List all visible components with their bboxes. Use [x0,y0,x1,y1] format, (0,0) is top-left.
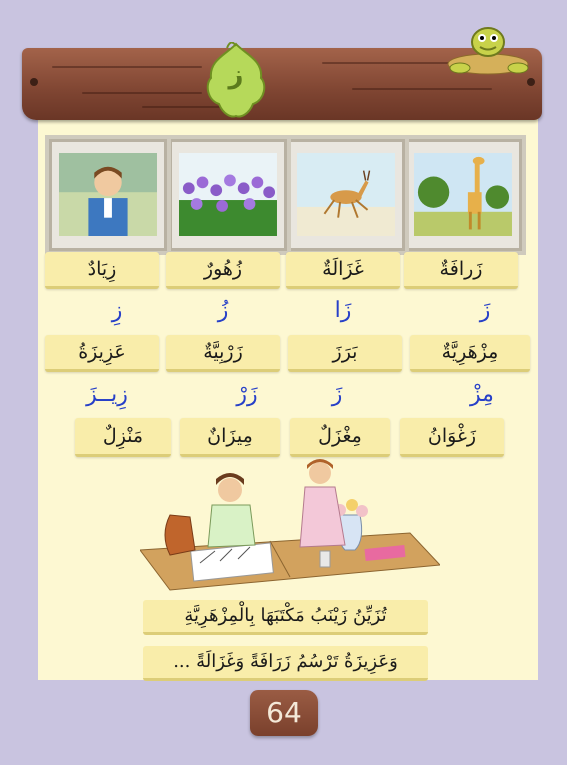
syllable: زِ [111,298,123,323]
word-card: عَزِيزَةُ [45,335,159,372]
syllable: مِزْ [470,382,494,407]
word-card-flowers: زُهُورٌ [166,252,280,289]
syllable: زَرْ [236,382,258,407]
word-card-boy: زِيَادٌ [45,252,159,289]
word-card: مِغْزَلٌ [290,418,390,457]
word-card: زَرْبِيَّةٌ [166,335,280,372]
word-card: مَنْزِلٌ [75,418,171,457]
word-card: مِزْهَرِيَّةٌ [410,335,530,372]
picture-frame-gazelle [283,135,409,255]
picture-frame-boy [45,135,171,255]
word-card: بَرَزَ [288,335,402,372]
giraffe-icon [414,153,512,236]
lesson-letter: ز [228,60,244,90]
picture-frame-giraffe [400,135,526,255]
boy-icon [59,153,157,236]
word-card-gazelle: غَزَالَةٌ [286,252,400,289]
syllable: زُ [217,298,229,323]
syllable: زَ [479,298,491,323]
sentence-1: تُزَيِّنُ زَيْنَبُ مَكْتَبَهَا بِالْمِزْهَرِيَّةِ [143,600,428,635]
picture-frame-flowers [165,135,291,255]
flowers-icon [179,153,277,236]
word-card: زَغْوَانُ [400,418,504,457]
turtle-icon [440,20,540,75]
page-number: 64 [250,690,318,736]
girls-drawing-illustration [140,455,440,595]
sentence-2: وَعَزِيزَةُ تَرْسُمُ زَرَافَةً وَغَزَالَةً ... [143,646,428,681]
word-card-giraffe: زَرافَةٌ [404,252,518,289]
gazelle-icon [297,153,395,236]
syllable: زِيــزَ [86,382,128,407]
syllable: زَا [334,298,352,323]
word-card: مِيزَانٌ [180,418,280,457]
syllable: زَ [331,382,343,407]
